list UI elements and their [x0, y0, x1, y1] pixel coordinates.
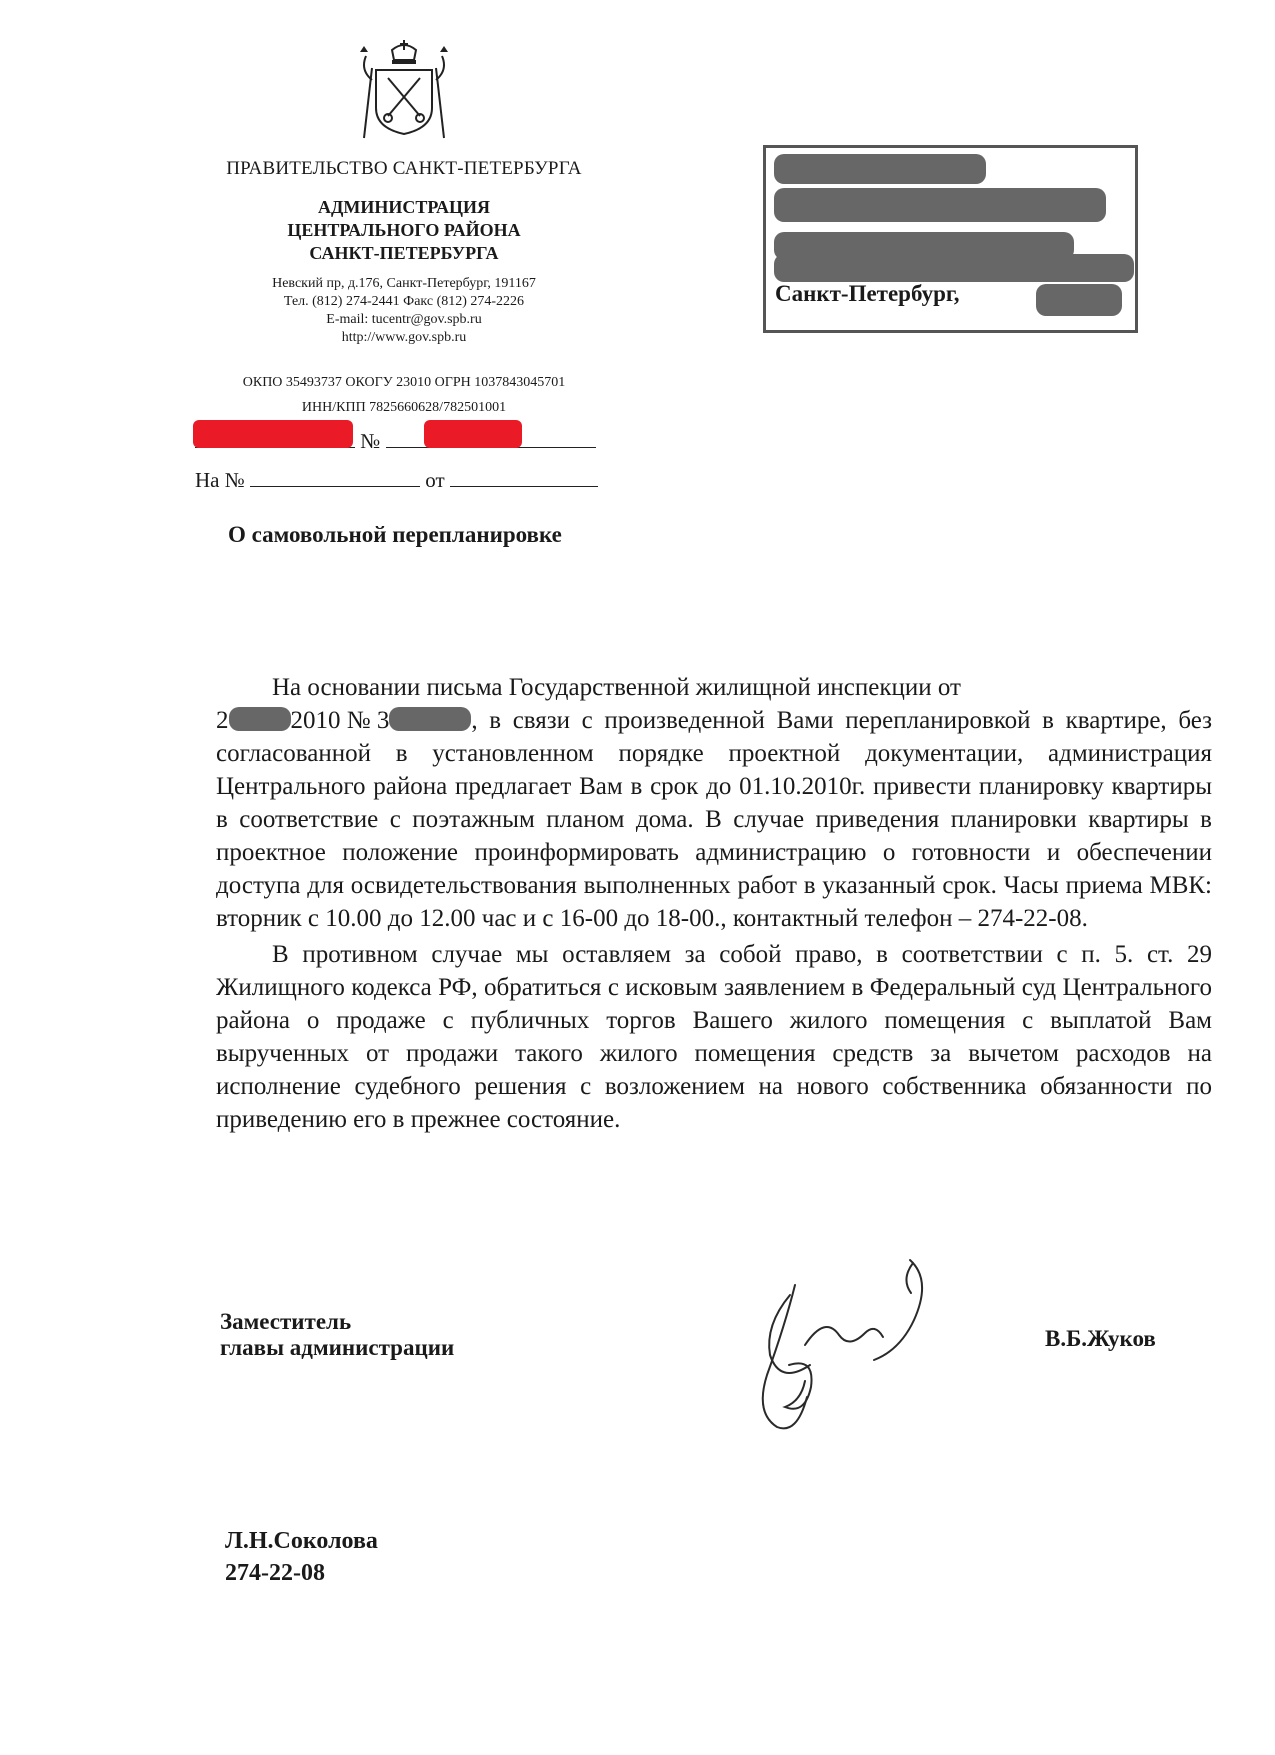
- coat-of-arms-emblem: [352, 38, 456, 146]
- incoming-reference: [195, 466, 598, 493]
- redaction-mark: [193, 420, 353, 448]
- letter-body: [216, 671, 1212, 1136]
- title-line: главы администрации: [220, 1335, 455, 1360]
- registry-codes: [190, 370, 618, 420]
- executor-block: [225, 1525, 378, 1589]
- redaction-mark: [774, 154, 986, 184]
- outgoing-reference: [195, 427, 596, 454]
- redaction-mark: [424, 420, 522, 448]
- date-field: [195, 427, 355, 448]
- date-prefix: 2: [216, 707, 229, 734]
- redaction-mark: [774, 188, 1106, 222]
- address-line: Невский пр, д.176, Санкт-Петербург, 191167: [272, 276, 536, 291]
- signatory-name: В.Б.Жуков: [1045, 1326, 1156, 1351]
- number-sign: №: [360, 429, 381, 453]
- contact-block: [190, 275, 618, 347]
- website-line: http://www.gov.spb.ru: [341, 330, 467, 345]
- codes-line: ИНН/КПП 7825660628/782501001: [301, 400, 507, 415]
- signatory-title: [220, 1309, 454, 1361]
- executor-phone: 274-22-08: [225, 1560, 325, 1586]
- admin-line: АДМИНИСТРАЦИЯ: [317, 197, 491, 217]
- reply-to-label: На №: [195, 468, 245, 492]
- redaction-mark: [389, 707, 471, 731]
- redaction-mark: [1036, 284, 1122, 316]
- letter-subject: О самовольной перепланировке: [228, 522, 562, 547]
- paragraph-1: На основании письма Государственной жилищной инспекции от 2 2010 № 3 , в связи с произведенной Вами перепланировкой в квартире, без согласованной в установленном порядке проектной документации, администрация Центрального района предлагает Вам в срок до 01.10.2010г. привести планировку квартиры в соответствие с поэтажным планом дома. В случае приведения планировки квартиры в проектное положение проинформировать администрацию о готовности и обеспечении доступа для освидетельствования выполненных работ в указанный срок. Часы приема МВК: вторник с 10.00 до 12.00 час и с 16-00 до 18-00., контактный телефон – 274-22-08.: [216, 674, 1212, 932]
- admin-line: САНКТ-ПЕТЕРБУРГА: [309, 243, 499, 263]
- codes-line: ОКПО 35493737 ОКОГУ 23010 ОГРН 1037843045701: [242, 375, 566, 390]
- redaction-mark: [774, 254, 1134, 282]
- paragraph-1-text: , в связи с произведенной Вами перепланировкой в квартире, без согласованной в установленном порядке проектной документации, администрация Центрального района предлагает Вам в срок до 01.10.2010г. привести планировку квартиры в соответствие с поэтажным планом дома. В случае приведения планировки квартиры в проектное положение проинформировать администрацию о готовности и обеспечении доступа для освидетельствования выполненных работ в указанный срок. Часы приема МВК: вторник с 10.00 до 12.00 час и с 16-00 до 18-00., контактный телефон – 274-22-08.: [216, 707, 1212, 932]
- from-label: от: [425, 468, 445, 492]
- admin-line: ЦЕНТРАЛЬНОГО РАЙОНА: [287, 220, 521, 240]
- government-name: ПРАВИТЕЛЬСТВО САНКТ-ПЕТЕРБУРГА: [226, 158, 582, 179]
- title-line: Заместитель: [220, 1309, 352, 1334]
- phone-fax-line: Тел. (812) 274-2441 Факс (812) 274-2226: [283, 294, 525, 309]
- incoming-date-field: [450, 466, 598, 487]
- incoming-number-field: [250, 466, 420, 487]
- administration-name: [190, 196, 618, 265]
- handwritten-signature: [735, 1255, 965, 1450]
- redaction-mark: [229, 707, 291, 731]
- executor-name: Л.Н.Соколова: [225, 1528, 378, 1554]
- year-and-number: 2010 № 3: [290, 707, 390, 734]
- addressee-city: Санкт-Петербург,: [775, 281, 960, 306]
- number-field: [386, 427, 596, 448]
- paragraph-2: В противном случае мы оставляем за собой право, в соответствии с п. 5. ст. 29 Жилищного кодекса РФ, обратиться с исковым заявлением в Федеральный суд Центрального района о продаже с публичных торгов Вашего жилого помещения с выплатой Вам вырученных от продажи такого жилого помещения средств за вычетом расходов на исполнение судебного решения с возложением на нового собственника обязанности по приведению его в прежнее состояние.: [216, 941, 1212, 1133]
- email-line: E-mail: tucentr@gov.spb.ru: [326, 312, 482, 327]
